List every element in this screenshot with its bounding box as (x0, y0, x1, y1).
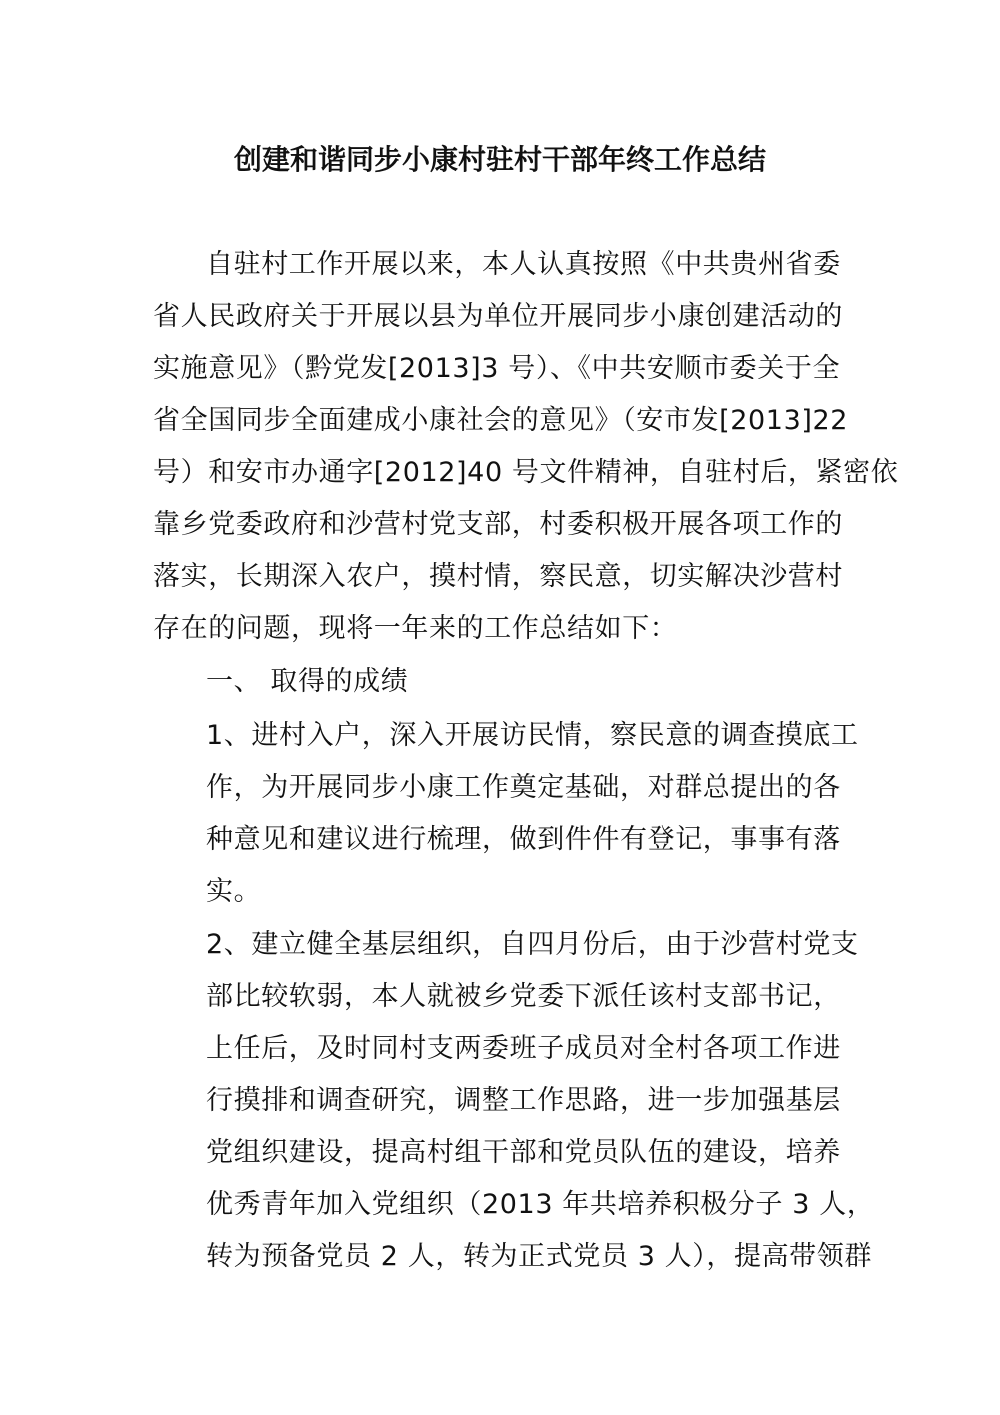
text-line: 存在的问题，现将一年来的工作总结如下： (153, 613, 678, 644)
text-line: 实。 (206, 876, 262, 907)
text-line: 党组织建设，提高村组干部和党员队伍的建设，培养 (206, 1137, 841, 1168)
text-line: 优秀青年加入党组织（2013 年共培养积极分子 3 人， (206, 1189, 875, 1220)
text-line: 转为预备党员 2 人，转为正式党员 3 人），提高带领群 (206, 1241, 872, 1272)
text-line: 靠乡党委政府和沙营村党支部，村委积极开展各项工作的 (153, 509, 843, 540)
text-line: 上任后，及时同村支两委班子成员对全村各项工作进 (206, 1033, 841, 1064)
text-line: 2、建立健全基层组织，自四月份后，由于沙营村党支 (206, 929, 859, 960)
text-line: 1、进村入户，深入开展访民情，察民意的调查摸底工 (206, 720, 859, 751)
text-line: 部比较软弱，本人就被乡党委下派任该村支部书记， (206, 981, 841, 1012)
text-line: 行摸排和调查研究，调整工作思路，进一步加强基层 (206, 1085, 841, 1116)
text-line: 自驻村工作开展以来，本人认真按照《中共贵州省委 (206, 249, 841, 280)
text-line: 号）和安市办通字[2012]40 号文件精神，自驻村后，紧密依 (153, 457, 899, 488)
text-line: 实施意见》（黔党发[2013]3 号）、《中共安顺市委关于全 (153, 353, 841, 384)
text-line: 省全国同步全面建成小康社会的意见》（安市发[2013]22 (153, 405, 849, 436)
text-line: 落实，长期深入农户，摸村情，察民意，切实解决沙营村 (153, 561, 843, 592)
text-line: 种意见和建议进行梳理，做到件件有登记，事事有落 (206, 824, 841, 855)
section-heading: 一、 取得的成绩 (206, 666, 409, 697)
text-line: 省人民政府关于开展以县为单位开展同步小康创建活动的 (153, 301, 843, 332)
text-line: 作，为开展同步小康工作奠定基础，对群总提出的各 (206, 772, 841, 803)
document-title: 创建和谐同步小康村驻村干部年终工作总结 (233, 143, 766, 176)
